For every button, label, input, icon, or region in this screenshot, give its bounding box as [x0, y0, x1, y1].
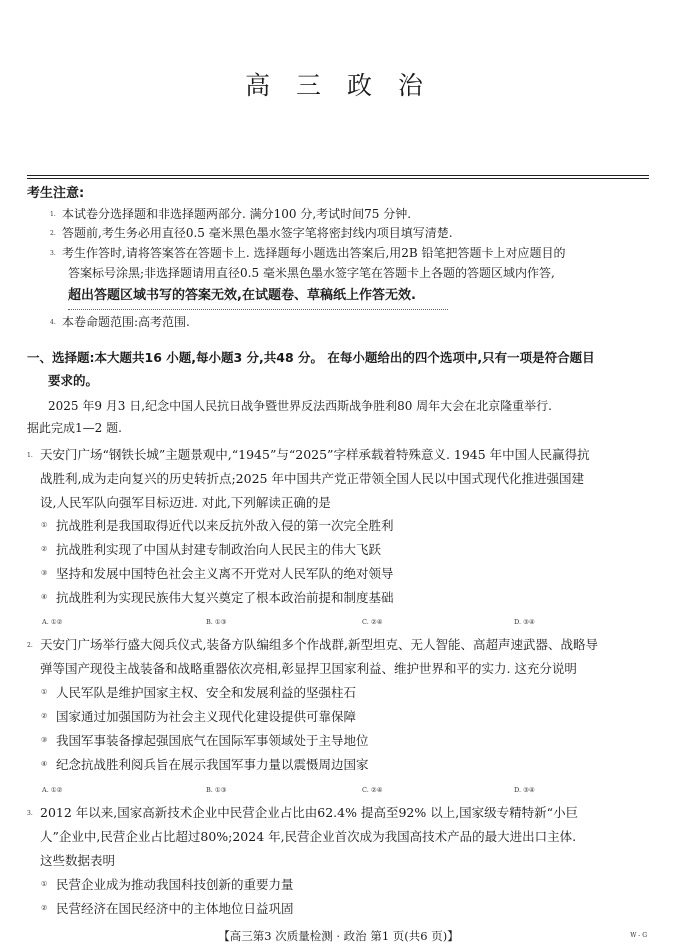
dotted-separator — [68, 309, 448, 310]
notice-item-number: 4. — [50, 319, 56, 326]
option-text: 人民军队是维护国家主权、安全和发展利益的坚强柱石 — [56, 685, 357, 700]
option-text: 民营经济在国民经济中的主体地位日益巩固 — [56, 901, 294, 916]
option-mark: ③ — [41, 569, 48, 577]
intro-text: 2025 年9 月3 日,纪念中国人民抗日战争暨世界反法西斯战争胜利80 周年大会在北京隆重举行. — [48, 399, 552, 413]
question-number: 3. — [27, 810, 33, 817]
option-text: 我国军事装备撑起强国底气在国际军事领域处于主导地位 — [56, 733, 369, 748]
question-number: 1. — [27, 452, 33, 459]
question-stem: 战胜利,成为走向复兴的历史转折点;2025 年中国共产党正带领全国人民以中国式现代化推进强国建 — [40, 471, 584, 486]
answer-choice: C. ②④ — [362, 786, 383, 794]
notice-item-text: 答题前,考生务必用直径0.5 毫米黑色墨水签字笔将密封线内项目填写清楚. — [62, 226, 453, 240]
notice-item-number: 3. — [50, 250, 56, 257]
notice-item-number: 1. — [50, 211, 56, 218]
answer-choice: A. ①② — [42, 618, 63, 626]
intro-text: 据此完成1—2 题. — [27, 421, 122, 435]
answer-choice: B. ①③ — [206, 786, 227, 794]
option-text: 国家通过加强国防为社会主义现代化建设提供可靠保障 — [56, 709, 357, 724]
option-text: 民营企业成为推动我国科技创新的重要力量 — [56, 877, 294, 892]
option-text: 纪念抗战胜利阅兵旨在展示我国军事力量以震慑周边国家 — [56, 757, 369, 772]
question-stem: 天安门广场举行盛大阅兵仪式,装备方队编组多个作战群,新型坦克、无人智能、高超声速武器、战略导 — [40, 637, 598, 652]
question-stem: 这些数据表明 — [40, 853, 116, 868]
question-number: 2. — [27, 642, 33, 649]
option-text: 抗战胜利实现了中国从封建专制政治向人民民主的伟大飞跃 — [56, 542, 382, 557]
page-footer: 【高三第3 次质量检测 · 政治 第1 页(共6 页)】 — [218, 929, 459, 943]
section-heading: 一、选择题:本大题共16 小题,每小题3 分,共48 分。 在每小题给出的四个选项中,只有一项是符合题目 — [27, 350, 595, 365]
option-mark: ① — [41, 688, 48, 696]
option-mark: ④ — [41, 593, 48, 601]
answer-choice: C. ②④ — [362, 618, 383, 626]
option-mark: ④ — [41, 760, 48, 768]
answer-choice: D. ③④ — [514, 786, 535, 794]
answer-choice: D. ③④ — [514, 618, 535, 626]
option-mark: ① — [41, 880, 48, 888]
page-code: W - G — [630, 932, 647, 939]
option-mark: ② — [41, 712, 48, 720]
notice-item-text: 答案标号涂黑;非选择题请用直径0.5 毫米黑色墨水签字笔在答题卡上各题的答题区域内作答, — [68, 266, 555, 280]
section-heading-cont: 要求的。 — [48, 373, 99, 388]
divider — [27, 175, 649, 176]
notice-item-text: 考生作答时,请将答案答在答题卡上. 选择题每小题选出答案后,用2B 铅笔把答题卡上对应题目的 — [62, 246, 566, 260]
option-mark: ② — [41, 545, 48, 553]
question-stem: 弹等国产现役主战装备和战略重器依次亮相,彰显捍卫国家利益、维护世界和平的实力. 这充分说明 — [40, 661, 577, 676]
notice-item-number: 2. — [50, 230, 56, 237]
option-text: 抗战胜利为实现民族伟大复兴奠定了根本政治前提和制度基础 — [56, 590, 394, 605]
answer-choice: A. ①② — [42, 786, 63, 794]
option-text: 坚持和发展中国特色社会主义离不开党对人民军队的绝对领导 — [56, 566, 394, 581]
answer-choice: B. ①③ — [206, 618, 227, 626]
question-stem: 人”企业中,民营企业占比超过80%;2024 年,民营企业首次成为我国高技术产品的最大进出口主体. — [40, 829, 577, 844]
question-stem: 2012 年以来,国家高新技术企业中民营企业占比由62.4% 提高至92% 以上,国家级专精特新“小巨 — [40, 805, 579, 820]
option-mark: ③ — [41, 736, 48, 744]
question-stem: 天安门广场“钢铁长城”主题景观中,“1945”与“2025”字样承载着特殊意义. 1945 年中国人民赢得抗 — [40, 447, 590, 462]
option-mark: ② — [41, 904, 48, 912]
notice-item-text: 本卷命题范围:高考范围. — [62, 315, 190, 329]
option-text: 抗战胜利是我国取得近代以来反抗外敌入侵的第一次完全胜利 — [56, 518, 394, 533]
notice-heading: 考生注意: — [27, 186, 85, 201]
question-stem: 设,人民军队向强军目标迈进. 对此,下列解读正确的是 — [40, 495, 331, 510]
notice-item-text: 本试卷分选择题和非选择题两部分. 满分100 分,考试时间75 分钟. — [62, 207, 412, 221]
notice-item-emphasis: 超出答题区域书写的答案无效,在试题卷、草稿纸上作答无效. — [68, 288, 416, 303]
option-mark: ① — [41, 521, 48, 529]
page-title: 高 三 政 治 — [245, 71, 432, 100]
divider — [27, 178, 649, 179]
